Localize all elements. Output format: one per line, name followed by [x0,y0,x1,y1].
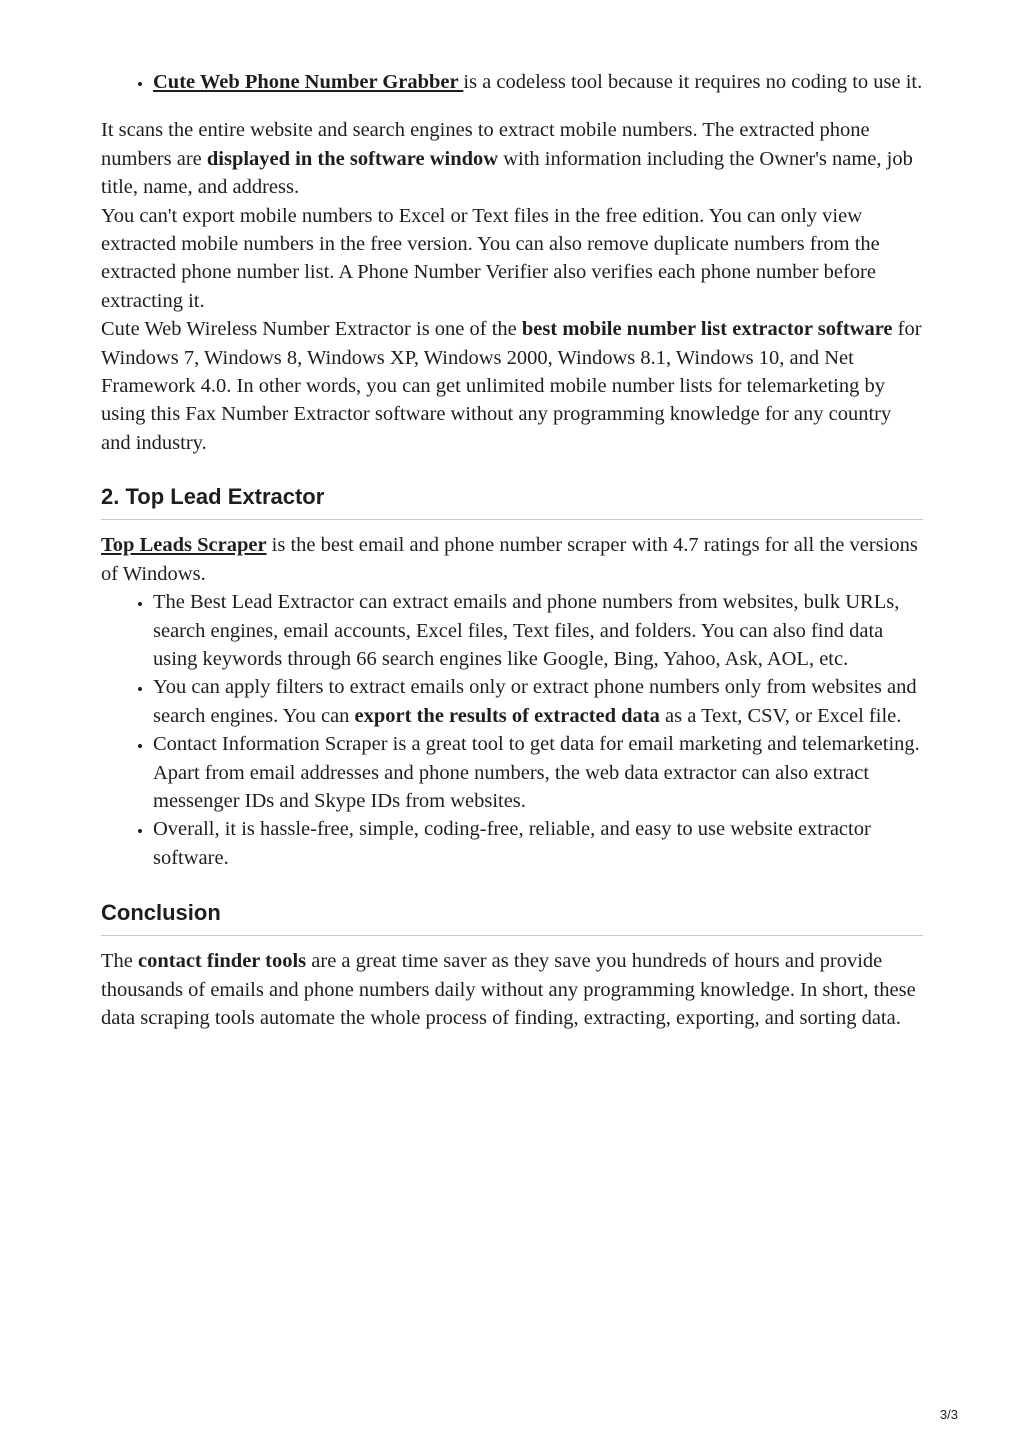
paragraph-text: is the best email and phone number scraper with 4.7 ratings for all the versions of Windows. [101,534,918,585]
bold-text: displayed in the software window [206,147,499,170]
section-heading-conclusion: Conclusion [101,900,923,936]
list-item [153,673,923,730]
cute-web-phone-number-grabber-link[interactable]: Cute Web Phone Number Grabber [153,71,464,93]
bold-text: export the results of extracted data [354,704,660,727]
list-item-text: You can apply filters to extract emails only or extract phone numbers only from websites and search engines. You can [153,676,917,727]
paragraph-text: with information including the Owner's name, job title, name, and address. [101,147,913,199]
list-item: • The Best Lead Extractor can extract emails and phone numbers from websites, bulk URLs, search engines, email accounts, Excel files, Text files, and folders. You can also find data using keywords through 66 search engines like Google, Bing, Yahoo, Ask, AOL, etc. [153,588,923,673]
bold-text: best mobile number list extractor software [521,318,893,341]
article-content [101,68,923,1032]
top-leads-scraper-link[interactable]: Top Leads Scraper [101,534,267,557]
paragraph-text: The [101,950,138,973]
list-item: • Overall, it is hassle-free, simple, coding-free, reliable, and easy to use website extractor software. [153,815,923,872]
list-item [153,68,923,96]
paragraph-text: are a great time saver as they save you hundreds of hours and provide thousands of emails and phone numbers daily without any programming knowledge. In short, these data scraping tools automate the whole process of finding, extracting, exporting, and sorting data. [101,950,916,1029]
paragraph [101,315,923,457]
page-number: 3/3 [939,1407,958,1422]
description-paragraphs [101,116,923,457]
intro-bullet-list [101,68,923,96]
section-heading-top-lead-extractor: 2. Top Lead Extractor [101,484,923,520]
list-item-text: as a Text, CSV, or Excel file. [659,704,902,727]
paragraph [101,531,923,588]
list-item-text: is a codeless tool because it requires no coding to use it. [463,71,923,93]
paragraph [101,116,923,201]
bold-text: contact finder tools [138,950,307,973]
paragraph: You can't export mobile numbers to Excel or Text files in the free edition. You can only view extracted mobile numbers in the free version. You can also remove duplicate numbers from the extracted phone number list. A Phone Number Verifier also verifies each phone number before extracting it. [101,204,880,312]
paragraph-text: for Windows 7, Windows 8, Windows XP, Windows 2000, Windows 8.1, Windows 10, and Net Framework 4.0. In other words, you can get unlimited mobile number lists for telemarketing by using this Fax Number Extractor software without any programming knowledge for any country and industry. [101,318,922,454]
paragraph-text: Cute Web Wireless Number Extractor is one of the [101,318,522,341]
paragraph-text: It scans the entire website and search engines to extract mobile numbers. The extracted phone numbers are [101,119,870,170]
conclusion-paragraph [101,947,923,1032]
list-item: • Contact Information Scraper is a great tool to get data for email marketing and telemarketing. Apart from email addresses and phone numbers, the web data extractor can also extract messenger IDs and Skype IDs from websites. [153,730,923,815]
feature-bullet-list [101,588,923,872]
